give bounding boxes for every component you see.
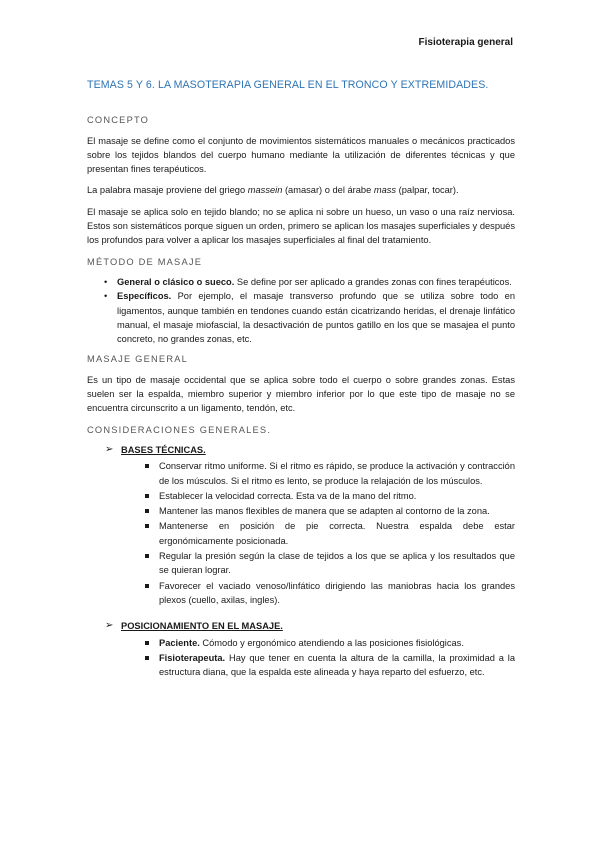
- item-text: Favorecer el vaciado venoso/linfático dirigiendo las maniobras hacia los grandes plexos (cuello, axilas, ingles).: [159, 580, 515, 605]
- bases-tecnicas-title: BASES TÉCNICAS.: [121, 444, 206, 455]
- square-bullet-icon: [145, 641, 149, 645]
- square-bullet-icon: [145, 656, 149, 660]
- list-item: [87, 504, 515, 518]
- item-text: Hay que tener en cuenta la altura de la camilla, la proximidad a la estructura diana, que la espalda este alineada y haya reparto del esfuerzo, etc.: [159, 652, 515, 678]
- section-heading-metodo: MÉTODO DE MASAJE: [87, 256, 203, 267]
- list-item: [87, 651, 515, 680]
- item-bold-label: Específicos.: [117, 291, 172, 302]
- general-paragraph: Es un tipo de masaje occidental que se aplica sobre todo el cuerpo o sobre grandes zonas. Estas suelen ser la espalda, miembro superior y miembro inferior por lo que este tipo de masaje no se encuentra circunscrito a un ligamento, tendón, etc.: [87, 374, 515, 414]
- item-text: Conservar ritmo uniforme. Si el ritmo es rápido, se produce la activación y contracción de los músculos. Si el ritmo es lento, se produce la relajación de los músculos.: [159, 461, 515, 486]
- item-text: Mantenerse en posición de pie correcta. Nuestra espalda debe estar ergonómicamente posicionada.: [159, 521, 515, 546]
- page-header: Fisioterapia general: [418, 37, 513, 48]
- list-item: [87, 636, 515, 650]
- list-item: [87, 289, 515, 346]
- text-run: La palabra masaje proviene del griego: [87, 185, 248, 196]
- posicionamiento-title: POSICIONAMIENTO EN EL MASAJE.: [121, 621, 283, 632]
- italic-word-massein: massein: [247, 185, 283, 196]
- item-text: Establecer la velocidad correcta. Esta va de la mano del ritmo.: [159, 490, 417, 501]
- bullet-icon: •: [104, 291, 108, 302]
- list-item: [87, 579, 515, 608]
- item-bold-label: Fisioterapeuta.: [159, 652, 226, 663]
- document-title: TEMAS 5 Y 6. LA MASOTERAPIA GENERAL EN EL TRONCO Y EXTREMIDADES.: [87, 79, 489, 91]
- square-bullet-icon: [145, 494, 149, 498]
- item-text: Se define por ser aplicado a grandes zonas con fines terapéuticos.: [234, 276, 512, 287]
- list-item: [87, 489, 515, 503]
- square-bullet-icon: [145, 509, 149, 513]
- square-bullet-icon: [145, 554, 149, 558]
- section-heading-general: MASAJE GENERAL: [87, 354, 189, 365]
- section-heading-consideraciones: CONSIDERACIONES GENERALES.: [87, 424, 272, 435]
- item-text: Regular la presión según la clase de tejidos a los que se aplica y los resultados que se quieran lograr.: [159, 551, 515, 576]
- section-heading-concepto: CONCEPTO: [87, 115, 150, 126]
- list-item: [87, 275, 515, 289]
- arrow-bullet-icon: ➢: [105, 443, 114, 455]
- square-bullet-icon: [145, 524, 149, 528]
- document-body: [87, 78, 515, 680]
- square-bullet-icon: [145, 464, 149, 468]
- item-text: Por ejemplo, el masaje transverso profundo que se utiliza sobre todo en ligamentos, aunque también en tendones cuando están cicatrizando heridas, el drenaje linfático manual, el masaje miofascial, la desactivación de puntos gatillo en los que se masajea el punto concreto, no grandes zonas, etc.: [117, 291, 515, 345]
- concepto-paragraph-3: El masaje se aplica solo en tejido blando; no se aplica ni sobre un hueso, un vaso o una raíz nerviosa. Estos son sistemáticos porque siguen un orden, primero se aplican los masajes superficiales y después los profundos para volver a aplicar los masajes superficiales al final del tratamiento.: [87, 206, 515, 246]
- metodo-list: [87, 275, 515, 346]
- square-bullet-icon: [145, 584, 149, 588]
- posicionamiento-section: [87, 619, 515, 633]
- concepto-paragraph-1: El masaje se define como el conjunto de movimientos sistemáticos manuales o mecánicos practicados sobre los tejidos blandos del cuerpo humano mediante la utilización de diferentes técnicas y que presentan fines terapéuticos.: [87, 135, 515, 175]
- item-bold-label: General o clásico o sueco.: [117, 276, 235, 287]
- bases-tecnicas-section: [87, 443, 515, 457]
- posicionamiento-list: [87, 636, 515, 680]
- arrow-bullet-icon: ➢: [105, 620, 114, 632]
- bullet-icon: •: [104, 276, 108, 287]
- text-run: (palpar, tocar).: [396, 185, 459, 196]
- text-run: (amasar) o del árabe: [282, 185, 374, 196]
- bases-tecnicas-list: [87, 459, 515, 607]
- concepto-paragraph-2: [87, 183, 515, 197]
- italic-word-mass: mass: [373, 185, 397, 196]
- list-item: [87, 459, 515, 488]
- list-item: [87, 519, 515, 548]
- item-text: Cómodo y ergonómico atendiendo a las posiciones fisiológicas.: [199, 637, 464, 648]
- item-text: Mantener las manos flexibles de manera que se adapten al contorno de la zona.: [159, 506, 490, 517]
- list-item: [87, 549, 515, 578]
- item-bold-label: Paciente.: [159, 637, 200, 648]
